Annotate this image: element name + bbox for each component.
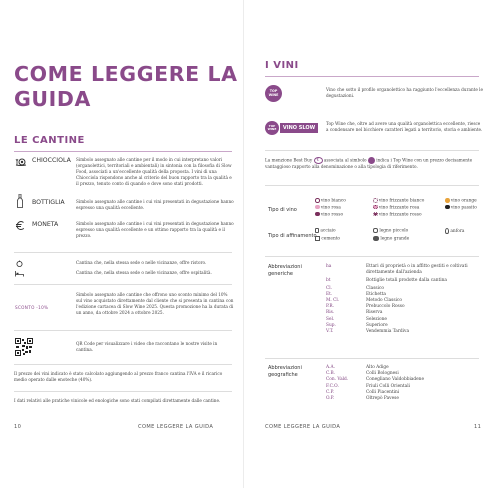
section-divider	[265, 76, 479, 77]
divider	[265, 358, 479, 359]
note-ristoro: Cantina che, nella stessa sede o nelle vicinanze, offre ristoro.	[76, 260, 207, 265]
bottle-icon	[16, 193, 24, 209]
top-wine-vino-slow-desc: Top Wine che, oltre ad avere una qualità organolettica eccellente, riesce a condensare nel bicchiere caratteri legati a territorio, storia e ambiente.	[326, 121, 483, 132]
divider	[265, 256, 479, 257]
bed-icon	[15, 269, 24, 277]
section-title-vini: I VINI	[265, 60, 299, 71]
price-note: Il prezzo dei vini indicato è stato calcolato aggiungendo al prezzo franco cantina l'IVA e il ricarico medio operato dalle enoteche (40%).	[14, 371, 223, 382]
page-number-left: 10	[14, 424, 22, 430]
best-buy-note: La menzione Best Buy € associata al simbolo indica i Top Wine con un prezzo decisamente vantaggioso rapporto alla denominazione o alla tipologia di riferimento.	[265, 157, 473, 169]
section-title-cantine: LE CANTINE	[14, 135, 85, 146]
large-barrel-icon	[373, 236, 379, 241]
abbr-code: C.P.	[326, 389, 334, 395]
legend-cemento: cemento	[315, 236, 373, 243]
best-buy-coin-icon: €	[314, 157, 323, 164]
abbr-meaning: Ettari di proprietà o in affitto gestiti e coltivati direttamente dall'azienda	[366, 264, 468, 276]
term-chiocciola: CHIOCCIOLA	[32, 157, 71, 164]
term-bottiglia: BOTTIGLIA	[32, 199, 65, 206]
divider	[265, 150, 479, 151]
top-wine-desc: Vino che sotto il profilo organolettico ha raggiunto l'eccellenza durante le degustazioni.	[326, 87, 483, 98]
wine-dot-sparkling-rose-icon	[373, 205, 378, 210]
abbr-meaning: Vendemmia Tardiva	[366, 329, 410, 335]
abbr-code: Sel.	[326, 316, 335, 322]
abbr-code: P.R.	[326, 304, 334, 310]
abbr-generiche-list	[326, 264, 486, 335]
legend-anfora: anfora	[445, 228, 485, 235]
abbr-geografiche-label: Abbreviazioni geografiche	[268, 365, 302, 378]
divider	[14, 284, 232, 285]
abbr-code: ha	[326, 264, 332, 269]
wine-dot-white-icon	[315, 198, 320, 203]
top-wine-mini-icon	[368, 157, 375, 164]
data-note: I dati relativi alle pratiche vinicole ed enologiche sono stati compilati direttamente dalle cantine.	[14, 398, 221, 403]
abbr-meaning: Etichetta	[366, 291, 386, 297]
abbr-geografiche-list	[326, 365, 486, 402]
running-head-right: COME LEGGERE LA GUIDA	[265, 424, 341, 430]
legend-frizzante-bianco: vino frizzante bianco	[373, 198, 445, 204]
abbr-meaning: Superiore	[366, 322, 388, 328]
page-title: COME LEGGERE LA GUIDA	[14, 62, 238, 111]
legend-vino-rosa: vino rosa	[315, 205, 373, 211]
coin-icon	[14, 219, 26, 231]
gift-icon	[15, 259, 23, 267]
abbr-meaning: Friuli Colli Orientali	[366, 383, 410, 389]
running-head-left: COME LEGGERE LA GUIDA	[138, 424, 214, 430]
divider	[14, 252, 232, 253]
wine-dot-sparkling-red-icon	[373, 212, 378, 217]
abbr-code: Et.	[326, 291, 333, 297]
abbr-code: Con. Vald.	[326, 377, 349, 383]
abbr-code: Sup.	[326, 322, 336, 328]
wine-dot-sparkling-white-icon	[373, 198, 378, 203]
wine-dot-orange-icon	[445, 198, 450, 203]
divider	[14, 330, 232, 331]
divider	[14, 391, 232, 392]
tipo-vino-legend	[315, 198, 485, 218]
abbr-code: M. Cl.	[326, 298, 340, 304]
legend-legno-piccolo: legno piccolo	[373, 228, 445, 235]
abbr-code: Cl.	[326, 285, 333, 291]
abbr-meaning: Selezione	[366, 316, 387, 322]
amphora-icon	[445, 228, 449, 234]
legend-vino-rosso: vino rosso	[315, 212, 373, 218]
legend-vino-orange: vino orange	[445, 198, 485, 204]
abbr-row	[326, 396, 486, 402]
abbr-meaning: Prebuccolo Rosso	[366, 304, 405, 310]
discount-label: SCONTO -10%	[15, 305, 49, 310]
top-wine-badge-icon: TOP WINE	[265, 85, 282, 102]
tipo-vino-label: Tipo di vino	[268, 207, 297, 213]
legend-vino-passito: vino passito	[445, 205, 485, 211]
term-moneta: MONETA	[32, 221, 59, 228]
top-wine-vino-slow-badge-icon: TOP WINE VINO SLOW	[265, 121, 320, 135]
abbr-meaning: Alto Adige	[366, 365, 389, 370]
abbr-meaning: Colli Piacentini	[366, 389, 400, 395]
page-number-right: 11	[474, 424, 482, 430]
affinamento-legend	[315, 228, 485, 243]
affinamento-label: Tipo di affinamento	[268, 233, 317, 239]
snail-icon	[15, 157, 27, 167]
legend-acciaio: acciaio	[315, 228, 373, 235]
abbr-code: bt	[326, 277, 331, 283]
wine-dot-red-icon	[315, 212, 320, 217]
discount-desc: Simbolo assegnato alle cantine che offrono uno sconto minimo del 10% sul vino acquistato direttamente dal cliente che si presenta in cantina con l'edizione cartacea di Slow Wine 2025. Questa promozione ha la durata di un anno, da ottobre 2024 a ottobre 2025.	[76, 292, 234, 315]
desc-moneta: Simbolo assegnato alle cantine i cui vini presentati in degustazione hanno espresso una qualità eccellente e un ottimo rapporto tra la qualità e il prezzo.	[76, 221, 234, 238]
abbr-meaning: Conegliano Valdobbiadene	[366, 377, 424, 383]
abbr-row	[326, 329, 486, 335]
abbr-row	[326, 264, 486, 276]
note-ospitalita: Cantina che, nella stessa sede o nelle vicinanze, offre ospitalità.	[76, 270, 212, 275]
abbr-code: V.T.	[326, 329, 334, 335]
abbr-row	[326, 278, 486, 284]
page-spine	[243, 0, 244, 488]
abbr-meaning: Classico	[366, 285, 385, 291]
qr-desc: QR Code per visualizzare i video che raccontano le nostre visite in cantina.	[76, 341, 218, 352]
abbr-code: C.B.	[326, 371, 336, 377]
abbr-meaning: Colli Bolognesi	[366, 371, 399, 377]
abbr-code: Ris.	[326, 310, 335, 316]
section-divider	[14, 151, 232, 152]
steel-tank-icon	[315, 228, 319, 233]
abbr-code: O.P.	[326, 396, 335, 402]
small-barrel-icon	[373, 228, 378, 233]
desc-bottiglia: Simbolo assegnato alle cantine i cui vini presentati in degustazione hanno espresso una qualità eccellente.	[76, 199, 234, 210]
concrete-icon	[315, 236, 320, 241]
legend-frizzante-rosso: vino frizzante rosso	[373, 212, 445, 218]
abbr-meaning: Riserva	[366, 310, 383, 316]
legend-vino-bianco: vino bianco	[315, 198, 373, 204]
abbr-meaning: Bottiglie totali prodotte dalla cantina	[366, 277, 447, 283]
abbr-code: F.C.O.	[326, 383, 339, 389]
abbr-meaning: Oltrepò Pavese	[366, 396, 399, 402]
legend-frizzante-rosa: vino frizzante rosa	[373, 205, 445, 211]
divider	[265, 185, 479, 186]
abbr-meaning: Metodo Classico	[366, 298, 402, 304]
wine-dot-passito-icon	[445, 205, 450, 210]
desc-chiocciola: Simbolo assegnato alle cantine per il modo in cui interpretano valori (organolettici, territoriali e ambientali) in sintonia con la filosofia di Slow Food, associati a un'eccellente qualità della proposta. I vini di una Chiocciola rispondono anche al criterio del buon rapporto tra la qualità e il prezzo, tenuto conto di quando e dove sono stati prodotti.	[76, 157, 232, 186]
wine-dot-rose-icon	[315, 205, 320, 210]
legend-legno-grande: legno grande	[373, 236, 445, 243]
abbr-generiche-label: Abbreviazioni generiche	[268, 264, 302, 277]
abbr-code: A.A.	[326, 365, 335, 370]
qr-code-icon	[15, 338, 33, 356]
divider	[14, 364, 232, 365]
